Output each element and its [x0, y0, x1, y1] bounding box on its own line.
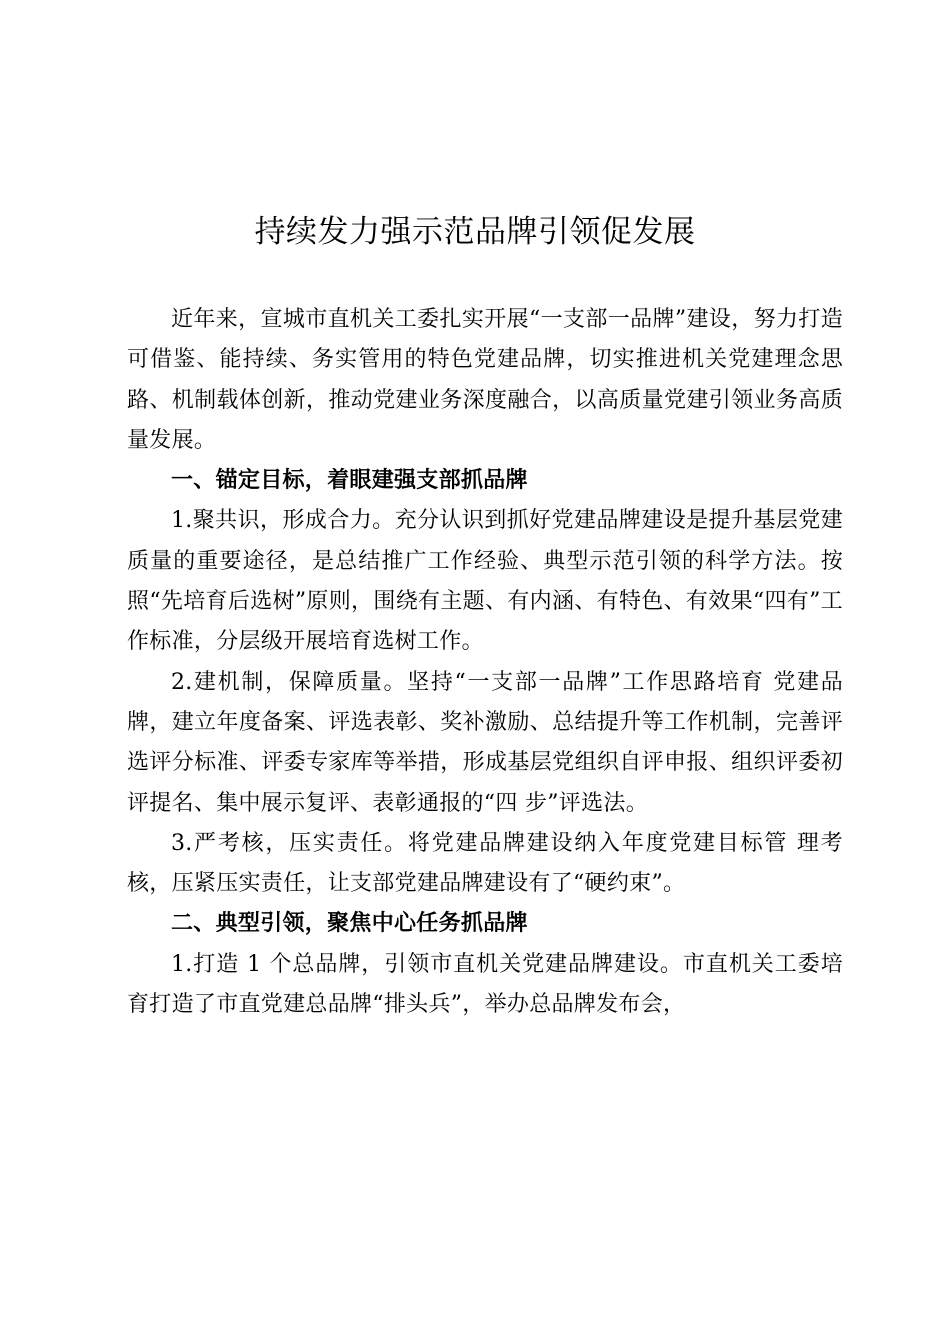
- document-title: 持续发力强示范品牌引领促发展: [254, 214, 696, 250]
- document-body: [127, 300, 843, 1025]
- section-heading-2: 二、典型引领，聚焦中心任务抓品牌: [171, 911, 528, 937]
- paragraph-1-1: 1.聚共识，形成合力。充分认识到抓好党建品牌建设是提升基层党建质量的重要途径，是总结推广工作经验、典型示范引领的科学方法。按照“先培育后选树”原则，围绕有主题、有内涵、有特色、有效果“四有”工作标准，分层级开展培育选树工作。: [127, 508, 843, 655]
- intro-paragraph: 近年来，宣城市直机关工委扎实开展“一支部一品牌”建设，努力打造可借鉴、能持续、务实管用的特色党建品牌，切实推进机关党建理念思路、机制载体创新，推动党建业务深度融合，以高质量党建引领业务高质量发展。: [127, 307, 843, 453]
- paragraph-1-3: 3.严考核，压实责任。将党建品牌建设纳入年度党建目标管 理考核，压紧压实责任，让支部党建品牌建设有了“硬约束”。: [127, 830, 843, 897]
- section-heading-1: 一、锚定目标，着眼建强支部抓品牌: [171, 468, 528, 494]
- paragraph-1-2: 2.建机制，保障质量。坚持“一支部一品牌”工作思路培育 党建品牌，建立年度备案、评选表彰、奖补激励、总结提升等工作机制，完善评选评分标准、评委专家库等举措，形成基层党组织自评申报、组织评委初评提名、集中展示复评、表彰通报的“四 步”评选法。: [127, 669, 843, 816]
- paragraph-2-1: 1.打造 1 个总品牌，引领市直机关党建品牌建设。市直机关工委培育打造了市直党建总品牌“排头兵”，举办总品牌发布会，: [127, 951, 843, 1018]
